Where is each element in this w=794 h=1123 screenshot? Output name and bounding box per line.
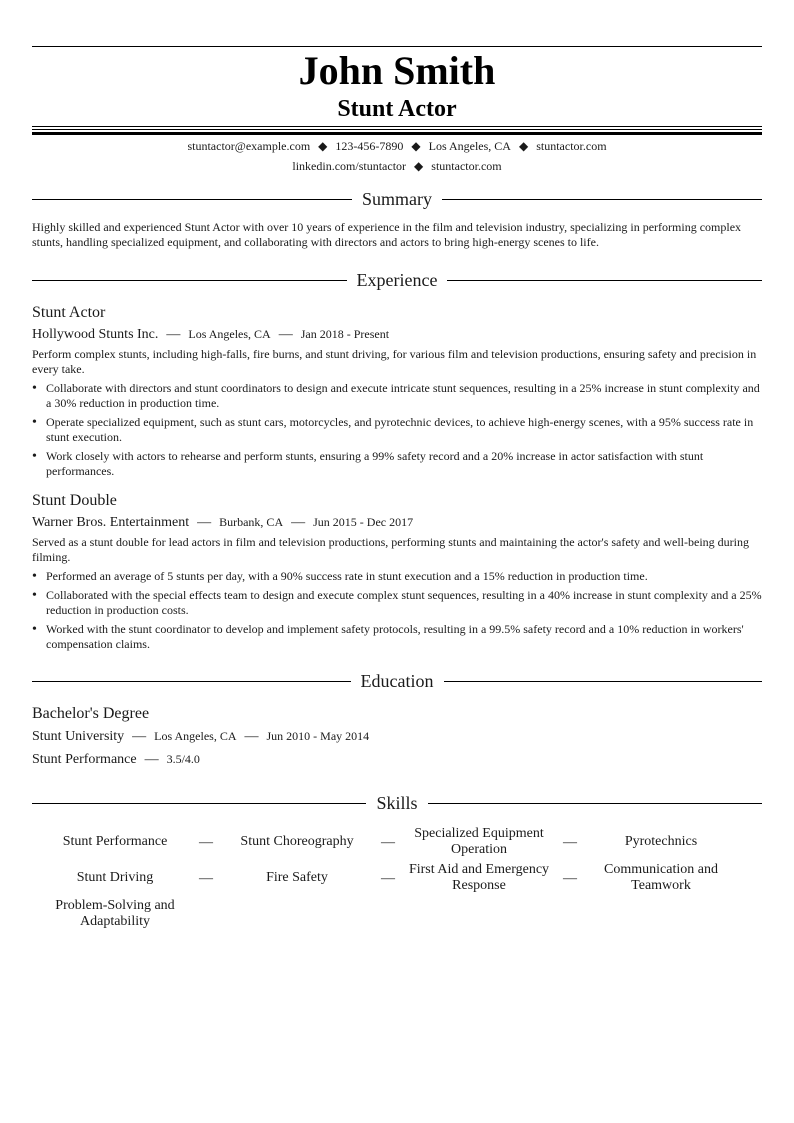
education-field-line (32, 749, 762, 770)
heading-rule-left (32, 280, 347, 281)
skills-title: Skills (376, 793, 418, 813)
skill-item: Specialized Equipment Operation (414, 826, 544, 857)
job-description: Served as a stunt double for lead actors in film and television productions, performing stunts and maintaining the actor's safety and well-being during filming. (32, 535, 749, 564)
job-title: Stunt Double (32, 492, 117, 509)
contact-line-1 (32, 136, 762, 156)
candidate-name: John Smith (298, 48, 496, 93)
job-bullet (32, 588, 762, 618)
experience-section-heading (32, 267, 762, 293)
skill-item: Stunt Performance (62, 834, 168, 849)
header-divider (32, 126, 762, 136)
heading-rule-left (32, 681, 351, 682)
skill-separator: — (381, 835, 395, 850)
skill-separator: — (381, 871, 395, 886)
education-field: Stunt Performance (32, 752, 137, 767)
experience-title: Experience (356, 270, 438, 290)
job-company: Hollywood Stunts Inc. (32, 327, 159, 342)
job-title: Stunt Actor (32, 304, 106, 321)
job-bullet (32, 449, 762, 479)
bullet-text: Operate specialized equipment, such as stunt cars, motorcycles, and pyrotechnic devices, to achieve high-energy scenes, with a 95% success rate in stunt execution. (46, 415, 754, 444)
skill-separator: — (563, 871, 577, 886)
diamond-separator-icon: ◆ (318, 139, 328, 153)
bullet-text: Work closely with actors to rehearse and perform stunts, ensuring a 99% safety record and a 20% increase in actor satisfaction with stunt performances. (46, 449, 704, 478)
bullet-text: Collaborated with the special effects team to design and execute complex stunt sequences, resulting in a 40% increase in stunt complexity and a 25% reduction in production costs. (46, 588, 762, 617)
summary-section-heading (32, 186, 762, 212)
education-title: Education (360, 671, 434, 691)
skill-item: Stunt Driving (76, 870, 154, 885)
heading-rule-left (32, 803, 366, 804)
bullet-icon: • (32, 449, 37, 464)
education-school-line (32, 726, 762, 747)
bullet-icon: • (32, 622, 37, 637)
heading-rule-right (428, 803, 762, 804)
job-bullet (32, 622, 762, 652)
job-bullet (32, 381, 762, 411)
job-company: Warner Bros. Entertainment (32, 515, 190, 530)
contact-linkedin: linkedin.com/stuntactor (292, 159, 407, 173)
candidate-role: Stunt Actor (337, 96, 457, 122)
heading-rule-right (447, 280, 762, 281)
job-entry (32, 303, 762, 479)
job-bullet (32, 415, 762, 445)
contact-website: stuntactor.com (536, 139, 607, 153)
bullet-text: Worked with the stunt coordinator to develop and implement safety protocols, resulting in a 99.5% safety record and a 10% reduction in workers' compensation claims. (46, 622, 744, 651)
skill-separator: — (563, 835, 577, 850)
skill-separator: — (199, 871, 213, 886)
bullet-text: Collaborate with directors and stunt coordinators to design and execute intricate stunt sequences, resulting in a 25% increase in stunt complexity and a 30% reduction in production time. (46, 381, 760, 410)
contact-email: stuntactor@example.com (187, 139, 311, 153)
skill-item: Communication and Teamwork (604, 862, 718, 893)
skill-item: First Aid and Emergency Response (408, 862, 550, 893)
education-section-heading (32, 668, 762, 694)
job-description: Perform complex stunts, including high-falls, fire burns, and stunt driving, for various film and television productions, ensuring safety and precision in every take. (32, 347, 757, 376)
skill-item: Stunt Choreography (240, 834, 354, 849)
dash-separator: — (291, 515, 306, 530)
heading-rule-right (444, 681, 763, 682)
bullet-icon: • (32, 569, 37, 584)
education-school: Stunt University (32, 729, 125, 744)
diamond-separator-icon: ◆ (411, 139, 421, 153)
dash-separator: — (278, 327, 293, 342)
skills-section-heading (32, 790, 762, 816)
job-meta (32, 512, 762, 533)
education-degree: Bachelor's Degree (32, 705, 150, 722)
heading-rule-left (32, 199, 352, 200)
contact-line-2 (32, 156, 762, 176)
skill-item: Problem-Solving and Adaptability (55, 898, 175, 929)
skill-item: Pyrotechnics (624, 834, 698, 849)
job-bullets (32, 381, 762, 479)
contact-phone: 123-456-7890 (335, 139, 404, 153)
bullet-icon: • (32, 588, 37, 603)
bullet-icon: • (32, 415, 37, 430)
education-dates: Jun 2010 - May 2014 (266, 729, 370, 743)
resume-page (32, 46, 762, 930)
dash-separator: — (132, 729, 147, 744)
job-bullet (32, 569, 762, 584)
contact-website-2: stuntactor.com (431, 159, 502, 173)
job-meta (32, 324, 762, 345)
education-location: Los Angeles, CA (154, 729, 237, 743)
job-dates: Jun 2015 - Dec 2017 (313, 515, 414, 529)
heading-rule-right (442, 199, 762, 200)
job-entry (32, 491, 762, 652)
job-bullets (32, 569, 762, 652)
summary-title: Summary (362, 189, 432, 209)
job-location: Los Angeles, CA (188, 327, 271, 341)
bullet-icon: • (32, 381, 37, 396)
summary-text: Highly skilled and experienced Stunt Actor with over 10 years of experience in the film and television industry, specializing in performing complex stunts, handling specialized equipment, and collaborating with directors and actors to bring high-energy scenes to life. (32, 220, 742, 249)
top-rule (32, 46, 762, 47)
contact-location: Los Angeles, CA (428, 139, 511, 153)
dash-separator: — (166, 327, 181, 342)
skill-separator: — (199, 835, 213, 850)
diamond-separator-icon: ◆ (414, 159, 424, 173)
job-dates: Jan 2018 - Present (300, 327, 390, 341)
dash-separator: — (197, 515, 212, 530)
education-gpa: 3.5/4.0 (166, 752, 200, 766)
bullet-text: Performed an average of 5 stunts per day, with a 90% success rate in stunt execution and a 15% reduction in production time. (46, 569, 648, 583)
skill-item: Fire Safety (266, 870, 328, 885)
job-location: Burbank, CA (219, 515, 284, 529)
skills-grid (32, 826, 762, 930)
dash-separator: — (244, 729, 259, 744)
diamond-separator-icon: ◆ (518, 139, 529, 153)
dash-separator: — (144, 752, 159, 767)
